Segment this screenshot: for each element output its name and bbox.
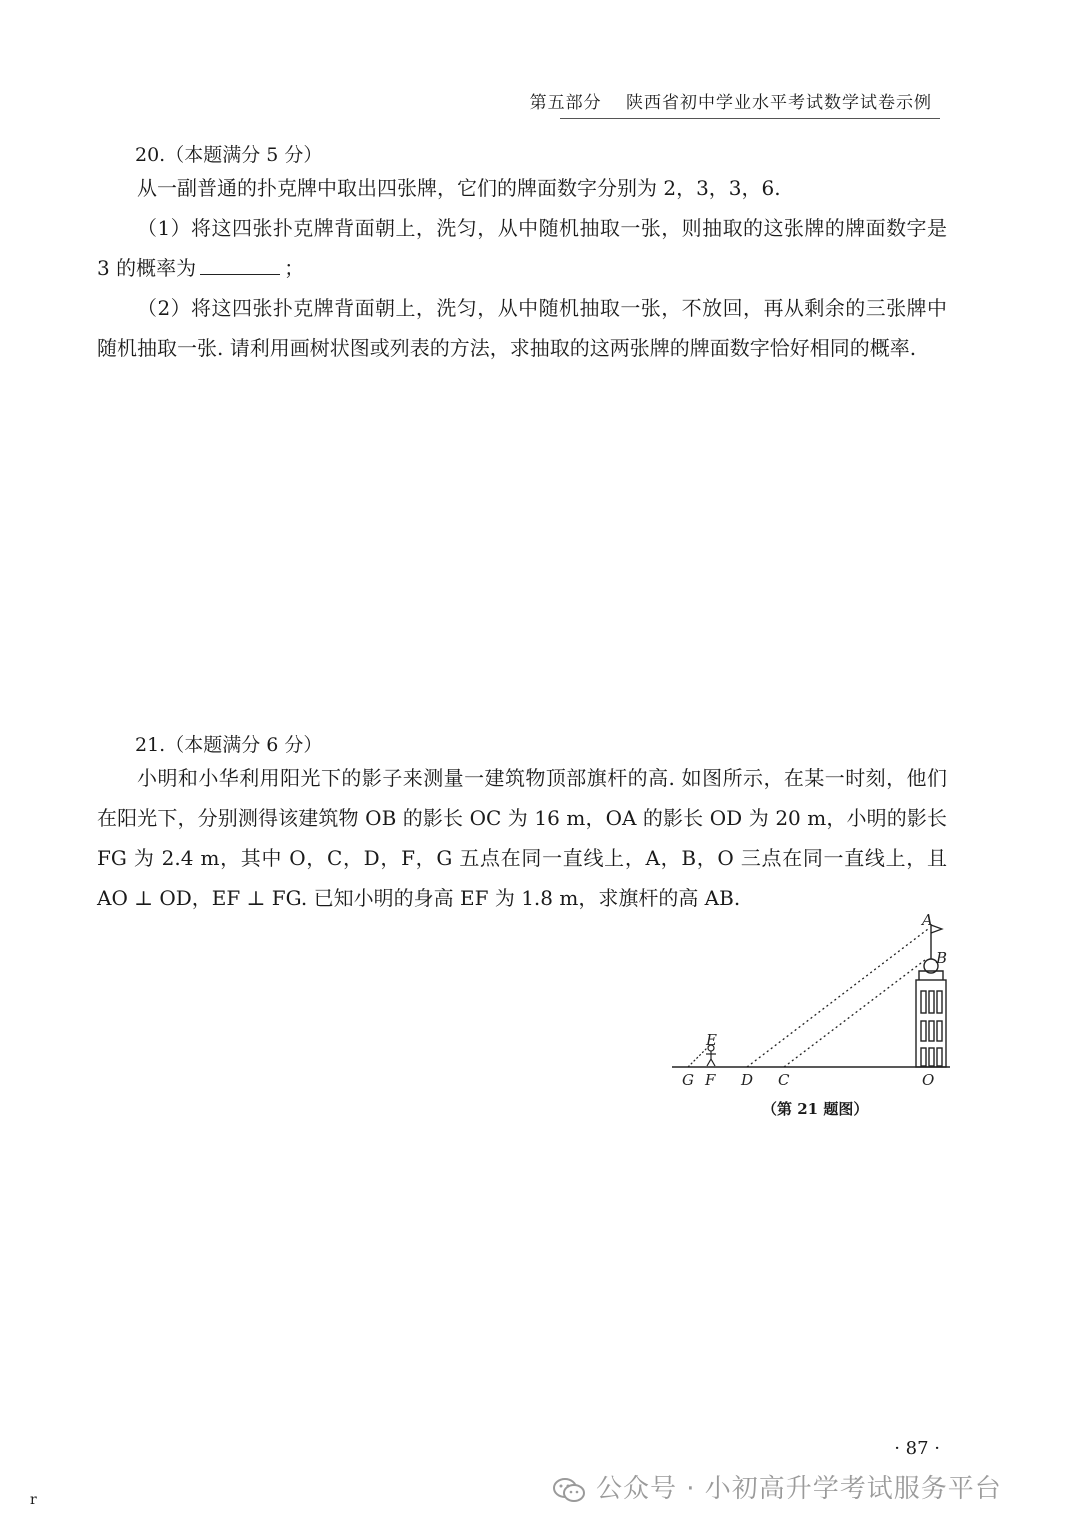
label-C: C (778, 1071, 790, 1089)
page-header (530, 88, 932, 113)
q20-heading: 20.（本题满分 5 分） (135, 144, 323, 166)
ray-BC (784, 960, 925, 1067)
watermark-text: 公众号 · 小初高升学考试服务平台 (596, 1474, 1002, 1504)
q20-part2: （2）将这四张扑克牌背面朝上，洗匀，从中随机抽取一张，不放回，再从剩余的三张牌中随机抽取一张. 请利用画树状图或列表的方法，求抽取的这两张牌的牌面数字恰好相同的概率. (97, 296, 947, 360)
ray-EG (688, 1046, 709, 1067)
header-title: 陕西省初中学业水平考试数学试卷示例 (626, 93, 932, 113)
q21-body: 小明和小华利用阳光下的影子来测量一建筑物顶部旗杆的高. 如图所示，在某一时刻，他们在阳光下，分别测得该建筑物 OB 的影长 OC 为 16 m，OA 的影长 OD 为 20 m，小明的影长 FG 为 2.4 m，其中 O，C，D，F，G 五点在同一直线上，A，B，O 三点在同一直线上，且 AO ⊥ OD，EF ⊥ FG. 已知小明的身高 EF 为 1.8 m，求旗杆的高 AB. (97, 766, 947, 910)
corner-mark: r (30, 1492, 37, 1508)
label-O: O (922, 1071, 935, 1089)
q20-part1-text: （1）将这四张扑克牌背面朝上，洗匀，从中随机抽取一张，则抽取的这张牌的牌面数字是 3 的概率为 (97, 216, 947, 280)
q20-part1-end: ； (284, 256, 305, 280)
label-E: E (706, 1031, 717, 1049)
label-F: F (705, 1071, 716, 1089)
q21-heading: 21.（本题满分 6 分） (135, 734, 323, 756)
label-B: B (936, 949, 948, 967)
label-G: G (682, 1071, 694, 1089)
label-D: D (741, 1071, 754, 1089)
answer-blank[interactable] (200, 254, 280, 275)
shadow-diagram (660, 905, 960, 1120)
q20-part1 (97, 208, 947, 288)
ray-AD (747, 929, 928, 1067)
q20-intro: 从一副普通的扑克牌中取出四张牌，它们的牌面数字分别为 2，3，3，6. (137, 176, 781, 200)
header-part: 第五部分 (529, 93, 602, 113)
q21-figure (660, 905, 960, 1120)
header-rule (560, 118, 940, 119)
watermark (552, 1468, 1002, 1505)
building (916, 955, 946, 1067)
wechat-icon (552, 1477, 586, 1503)
page-number: · 87 · (894, 1438, 940, 1459)
label-A: A (922, 911, 933, 929)
figure-caption: （第 21 题图） (762, 1100, 869, 1118)
